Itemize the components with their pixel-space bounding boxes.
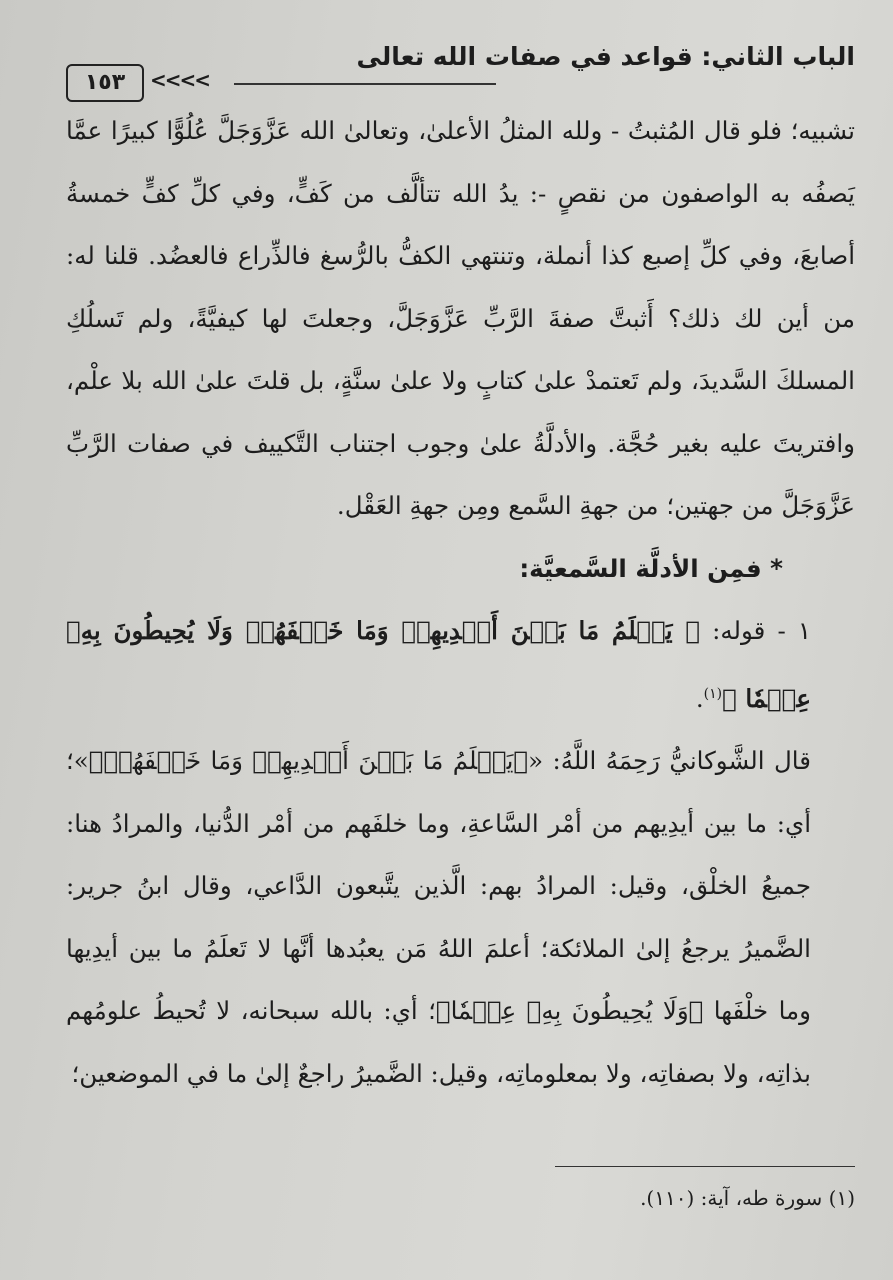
chapter-title: الباب الثاني: قواعد في صفات الله تعالى — [356, 42, 855, 71]
footnote: (١) سورة طه، آية: (١١٠). — [640, 1186, 855, 1210]
section-heading: * فمِن الأدلَّة السَّمعيَّة: — [519, 553, 783, 583]
quran-verse: ﴿ يَعۡلَمُ مَا بَيۡنَ أَيۡدِيهِمۡ وَمَا خَلۡفَهُمۡ وَلَا يُحِيطُونَ بِهِۦ عِلۡمٗا ﴾ — [66, 616, 811, 713]
header-rule — [234, 83, 496, 85]
footnote-ref: (١) — [703, 685, 723, 702]
paragraph-2: قال الشَّوكانيُّ رَحِمَهُ اللَّهُ: «﴿يَعۡلَمُ مَا بَيۡنَ أَيۡدِيهِمۡ وَمَا خَلۡفَهُمۡ﴾»؛ أي: ما بين أيدِيهم من أمْر السَّاعةِ، وما خلفَهم من أمْر الدُّنيا، والمرادُ هنا: جميعُ الخلْق، وقيل: المرادُ بهم: الَّذين يتَّبعون الدَّاعي، وقال ابنُ جرير: الضَّميرُ يرجعُ إلىٰ الملائكة؛ أعلمَ اللهُ مَن يعبُدها أنَّها لا تَعلَمُ ما بين أيدِيها وما خلْفَها ﴿وَلَا يُحِيطُونَ بِهِۦ عِلۡمٗا﴾؛ أي: بالله سبحانه، لا تُحيطُ علومُهم بذاتِه، ولا بصفاتِه، ولا بمعلوماتِه، وقيل: الضَّميرُ راجعٌ إلىٰ ما في الموضعين؛ — [66, 746, 811, 1088]
paragraph-1: تشبيه؛ فلو قال المُثبتُ - ولله المثلُ الأعلىٰ، وتعالىٰ الله عَزَّوَجَلَّ عُلُوًّا كبيرًا عمَّا يَصفُه به الواصفون من نقصٍ -: يدُ الله تتألَّف من كَفٍّ، وفي كلِّ كفٍّ خمسةُ أصابعَ، وفي كلِّ إصبع كذا أنملة، وتنتهي الكفُّ بالرُّسغ فالذِّراع فالعضُد. قلنا له: من أين لك ذلك؟ أَثبتَّ صفةَ الرَّبِّ عَزَّوَجَلَّ، وجعلتَ لها كيفيَّةً، ولم تَسلُكِ المسلكَ السَّديدَ، ولم تَعتمدْ علىٰ كتابٍ ولا علىٰ سنَّةٍ، بل قلتَ علىٰ الله بلا علْم، وافتريتَ عليه بغير حُجَّة. والأدلَّةُ علىٰ وجوب اجتناب التَّكييف في صفات الرَّبِّ عَزَّوَجَلَّ من جهتين؛ من جهةِ السَّمع ومِن جهةِ العَقْل. — [66, 116, 855, 520]
item-label: ١ - قوله: — [700, 616, 811, 645]
arrow-ornament-icon: <<<< — [150, 68, 210, 92]
main-text — [66, 100, 855, 1105]
page-header — [66, 38, 855, 100]
footnote-divider — [555, 1166, 855, 1167]
list-item-1: ١ - قوله: ﴿ يَعۡلَمُ مَا بَيۡنَ أَيۡدِيهِمۡ وَمَا خَلۡفَهُمۡ وَلَا يُحِيطُونَ بِهِۦ عِلۡمٗا ﴾$^{(١)}$. — [66, 616, 811, 713]
page-number: ١٥٣ — [66, 64, 144, 102]
